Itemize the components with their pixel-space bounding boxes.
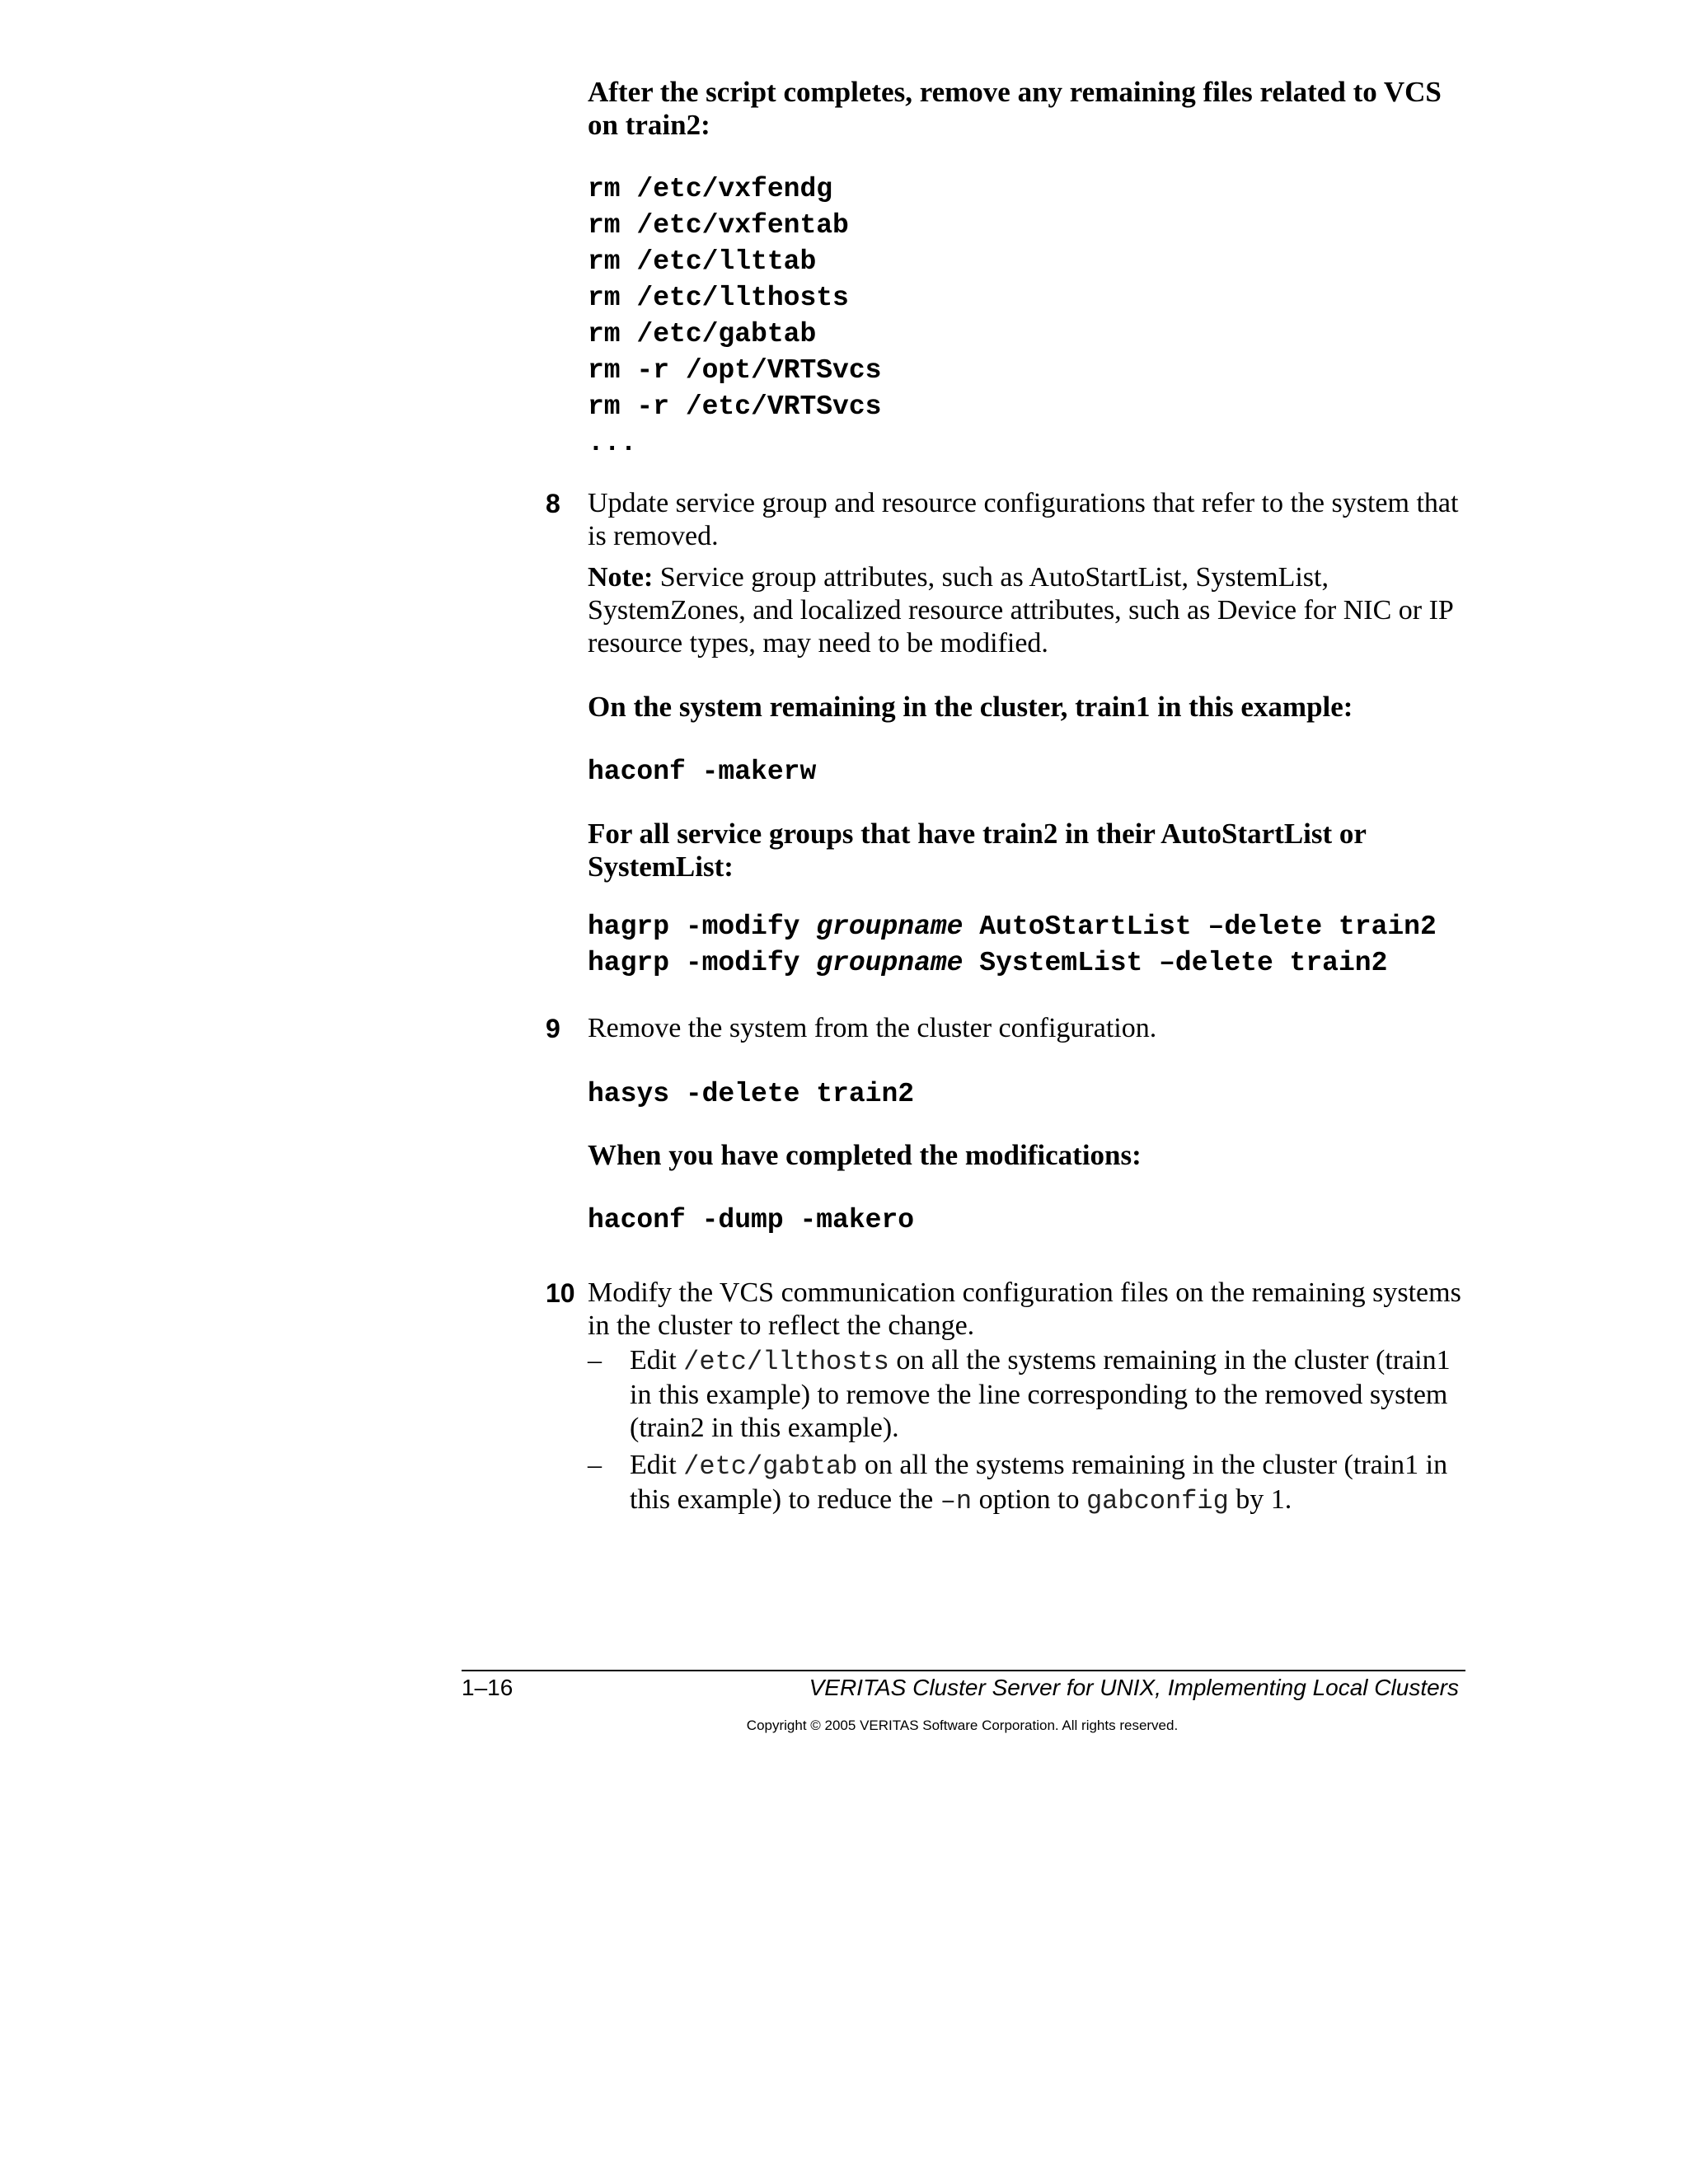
command-line: rm /etc/llttab xyxy=(588,246,817,277)
step-8-text: Update service group and resource configurations that refer to the system that is removed. xyxy=(588,488,1459,551)
bullet-dash: – xyxy=(588,1345,602,1376)
command-part: SystemList –delete train2 xyxy=(963,948,1388,978)
step-9-text: Remove the system from the cluster configuration. xyxy=(588,1013,1157,1043)
command-line xyxy=(588,909,1478,945)
bullet-item-gabtab xyxy=(630,1449,1462,1518)
command-variable: groupname xyxy=(816,912,964,942)
step-9-heading-block xyxy=(588,1139,1478,1172)
bullet-part: on all the systems remaining in the cluster (train1 in this example) to reduce the xyxy=(630,1450,1448,1515)
hagrp-command-list xyxy=(588,909,1478,982)
command-line: rm /etc/gabtab xyxy=(588,319,817,349)
bullet-item-llthosts xyxy=(630,1344,1462,1445)
command-line: rm /etc/vxfentab xyxy=(588,210,849,241)
step-10-text-block xyxy=(588,1277,1478,1343)
intro-heading: After the script completes, remove any remaining files related to VCS on train2: xyxy=(588,76,1442,141)
note-text: Service group attributes, such as AutoStartList, SystemList, SystemZones, and localized resource attributes, such as Device for NIC or IP resource types, may need to be modified. xyxy=(588,562,1453,658)
command-part: hagrp -modify xyxy=(588,948,817,978)
command-line: rm /etc/vxfendg xyxy=(588,174,833,204)
step-10-number: 10 xyxy=(546,1278,575,1308)
step-9-number: 9 xyxy=(546,1014,560,1043)
note-paragraph xyxy=(588,561,1478,660)
file-path: /etc/gabtab xyxy=(683,1451,858,1482)
command-line: rm /etc/llthosts xyxy=(588,283,849,313)
bullet-paragraph xyxy=(630,1344,1462,1445)
book-title: VERITAS Cluster Server for UNIX, Implementing Local Clusters xyxy=(809,1675,1459,1700)
step-9-command-2-block xyxy=(588,1202,1478,1239)
command-line: rm -r /opt/VRTSvcs xyxy=(588,355,882,386)
command-name: gabconfig xyxy=(1085,1486,1229,1516)
step-8-heading-2: For all service groups that have train2 in their AutoStartList or SystemList: xyxy=(588,818,1367,883)
rm-command-list xyxy=(588,171,1478,462)
command-line xyxy=(588,945,1478,982)
command-part: hagrp -modify xyxy=(588,912,817,942)
step-8-heading-1-block xyxy=(588,691,1478,724)
step-8-note xyxy=(588,561,1478,660)
command-line: haconf -dump -makero xyxy=(588,1205,915,1235)
step-8-heading-2-block xyxy=(588,818,1478,883)
command-line: haconf -makerw xyxy=(588,757,817,787)
step-9-heading: When you have completed the modifications: xyxy=(588,1139,1142,1171)
step-10-text: Modify the VCS communication configuration files on the remaining systems in the cluster to reflect the change. xyxy=(588,1277,1461,1341)
command-variable: groupname xyxy=(816,948,964,978)
command-line: rm -r /etc/VRTSvcs xyxy=(588,391,882,422)
step-8-number: 8 xyxy=(546,489,560,518)
bullet-dash: – xyxy=(588,1450,602,1480)
file-path: /etc/llthosts xyxy=(683,1347,889,1377)
step-9-text-block xyxy=(588,1012,1478,1045)
bullet-paragraph xyxy=(630,1449,1462,1518)
bullet-part: on all the systems remaining in the cluster (train1 in this example) to remove the line corresponding to the removed system (train2 in this example). xyxy=(630,1345,1451,1443)
footer-rule xyxy=(462,1670,1465,1671)
note-label: Note: xyxy=(588,562,654,593)
step-8-command-1-block xyxy=(588,754,1478,790)
step-9-command-1-block xyxy=(588,1076,1478,1113)
bullet-part: by 1. xyxy=(1228,1484,1292,1515)
bullet-part: option to xyxy=(972,1484,1086,1515)
bullet-part: Edit xyxy=(630,1345,684,1376)
command-part: AutoStartList –delete train2 xyxy=(963,912,1437,942)
option-flag: –n xyxy=(940,1486,973,1516)
copyright-notice: Copyright © 2005 VERITAS Software Corporation. All rights reserved. xyxy=(746,1718,1179,1733)
command-line: ... xyxy=(588,428,637,458)
intro-block xyxy=(588,76,1478,142)
page-number: 1–16 xyxy=(462,1675,513,1700)
step-8-heading-1: On the system remaining in the cluster, train1 in this example: xyxy=(588,691,1353,723)
bullet-part: Edit xyxy=(630,1450,684,1480)
step-8-text-block xyxy=(588,487,1478,553)
command-line: hasys -delete train2 xyxy=(588,1079,915,1109)
